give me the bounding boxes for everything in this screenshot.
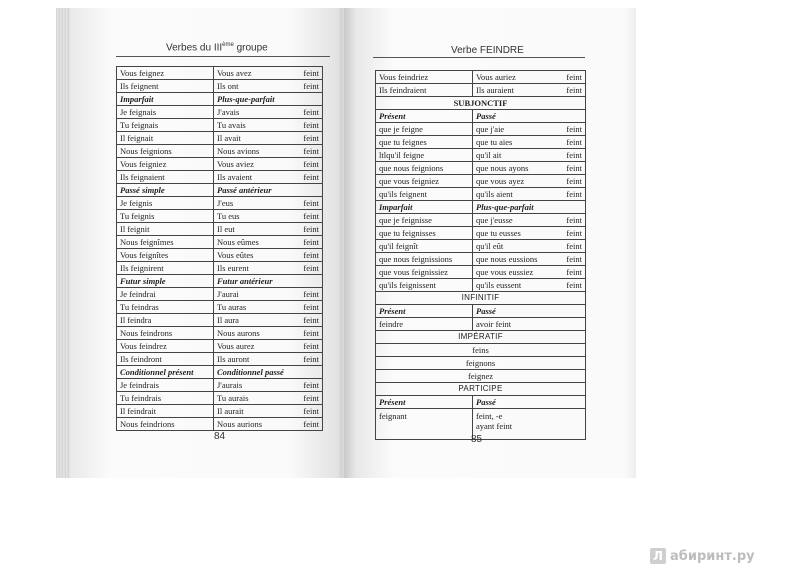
past-participle: feint — [566, 137, 582, 147]
conjugated-form: Vous feigniez — [117, 158, 214, 171]
conjugated-form: Tu feindrais — [117, 392, 214, 405]
tense-heading: Présent — [376, 110, 473, 123]
auxiliary: Conditionnel passé — [217, 367, 284, 377]
mood-heading: IMPÉRATIF — [376, 331, 586, 344]
table-row — [376, 266, 586, 279]
conjugated-form: Nous feignions — [117, 145, 214, 158]
conjugated-form: que tu feignisses — [376, 227, 473, 240]
conjugated-form: que nous feignissions — [376, 253, 473, 266]
tense-heading: Passé simple — [117, 184, 214, 197]
table-row — [117, 262, 323, 275]
conjugated-form: que vous feignissiez — [376, 266, 473, 279]
past-participle: feint — [566, 267, 582, 277]
past-participle: feint — [303, 315, 319, 325]
past-participle: feint — [303, 133, 319, 143]
compound-form — [473, 227, 586, 240]
auxiliary: que tu aies — [476, 137, 513, 147]
past-participle: feint — [303, 380, 319, 390]
auxiliary: Nous aurions — [217, 419, 263, 429]
tense-heading — [214, 366, 323, 379]
auxiliary: Vous aviez — [217, 159, 254, 169]
conjugated-form: Vous feignîtes — [117, 249, 214, 262]
tense-heading: Imparfait — [117, 93, 214, 106]
compound-form — [214, 158, 323, 171]
past-participle: feint — [303, 120, 319, 130]
auxiliary: Ils eurent — [217, 263, 249, 273]
table-row — [117, 275, 323, 288]
conjugated-form: Ils feignaient — [117, 171, 214, 184]
table-row — [376, 357, 586, 370]
past-participle: feint — [303, 81, 319, 91]
conjugated-form: Il feindrait — [117, 405, 214, 418]
tense-heading: Conditionnel présent — [117, 366, 214, 379]
table-row — [117, 327, 323, 340]
conjugated-form: que je feignisse — [376, 214, 473, 227]
compound-form — [473, 240, 586, 253]
table-row — [376, 253, 586, 266]
conjugated-form: Tu feindras — [117, 301, 214, 314]
table-row — [376, 318, 586, 331]
compound-form — [473, 253, 586, 266]
tense-heading — [214, 184, 323, 197]
table-row — [376, 240, 586, 253]
compound-form — [214, 288, 323, 301]
auxiliary: Plus-que-parfait — [217, 94, 275, 104]
past-participle: feint — [303, 393, 319, 403]
compound-form — [214, 262, 323, 275]
compound-form — [214, 392, 323, 405]
auxiliary: avoir feint — [476, 319, 512, 329]
auxiliary: Ils auraient — [476, 85, 514, 95]
mood-heading: INFINITIF — [376, 292, 586, 305]
conjugated-form: qu'ils feignent — [376, 188, 473, 201]
tense-heading: Imparfait — [376, 201, 473, 214]
compound-form — [214, 314, 323, 327]
past-participle: feint — [566, 72, 582, 82]
compound-form — [214, 210, 323, 223]
right-running-head: Verbe FEINDRE — [451, 45, 524, 56]
tense-heading: Présent — [376, 305, 473, 318]
past-participle: feint — [303, 172, 319, 182]
past-participle: feint — [303, 289, 319, 299]
compound-form — [473, 162, 586, 175]
auxiliary: Ils avaient — [217, 172, 253, 182]
auxiliary: J'eus — [217, 198, 234, 208]
conjugated-form: Il feignait — [117, 132, 214, 145]
conjugated-form: Vous feignez — [117, 67, 214, 80]
conjugated-form: que vous feigniez — [376, 175, 473, 188]
running-head-text: Verbes du III — [166, 42, 223, 54]
table-row — [117, 106, 323, 119]
compound-form — [214, 249, 323, 262]
past-participle: feint — [566, 85, 582, 95]
table-row — [376, 279, 586, 292]
auxiliary: que j'aie — [476, 124, 505, 134]
left-conjugation-table — [116, 66, 323, 431]
table-row — [117, 132, 323, 145]
past-participle: feint — [566, 163, 582, 173]
compound-form — [214, 379, 323, 392]
conjugated-form: Vous feindrez — [117, 340, 214, 353]
mood-heading: PARTICIPE — [376, 383, 586, 396]
imperative-form: feignons — [376, 357, 586, 370]
tense-heading — [214, 93, 323, 106]
auxiliary: Passé — [476, 111, 496, 121]
table-row — [117, 145, 323, 158]
table-row — [376, 201, 586, 214]
auxiliary: Tu auras — [217, 302, 247, 312]
compound-form — [473, 409, 586, 440]
table-row — [117, 67, 323, 80]
table-row — [117, 197, 323, 210]
auxiliary: que tu eusses — [476, 228, 521, 238]
compound-form — [214, 340, 323, 353]
compound-form — [473, 136, 586, 149]
conjugated-form: Je feindrai — [117, 288, 214, 301]
mood-heading: SUBJONCTIF — [376, 97, 586, 110]
past-participle: feint — [566, 254, 582, 264]
compound-form — [214, 327, 323, 340]
auxiliary: Nous avions — [217, 146, 260, 156]
conjugated-form: Tu feignis — [117, 210, 214, 223]
compound-form — [214, 67, 323, 80]
table-row — [117, 236, 323, 249]
running-head-tail: groupe — [233, 42, 268, 54]
tense-heading — [473, 305, 586, 318]
auxiliary: J'avais — [217, 107, 240, 117]
auxiliary: Passé antérieur — [217, 185, 272, 195]
past-participle: feint — [566, 228, 582, 238]
conjugated-form: Vous feindriez — [376, 71, 473, 84]
compound-form — [214, 223, 323, 236]
conjugated-form: que je feigne — [376, 123, 473, 136]
conjugated-form: qu'ils feignissent — [376, 279, 473, 292]
table-row — [117, 249, 323, 262]
table-row — [376, 344, 586, 357]
right-conjugation-table — [375, 70, 586, 440]
table-row — [117, 223, 323, 236]
participle-compound: ayant feint — [476, 421, 513, 431]
watermark-text: абиринт.ру — [670, 548, 755, 564]
auxiliary: qu'ils aient — [476, 189, 513, 199]
table-row — [376, 292, 586, 305]
auxiliary: que vous ayez — [476, 176, 525, 186]
conjugated-form: que tu feignes — [376, 136, 473, 149]
table-row — [117, 93, 323, 106]
tense-heading — [473, 110, 586, 123]
past-participle: feint — [566, 280, 582, 290]
tense-heading — [473, 201, 586, 214]
past-participle: feint — [303, 107, 319, 117]
compound-form — [214, 145, 323, 158]
past-participle: feint — [303, 250, 319, 260]
compound-form — [214, 418, 323, 431]
compound-form — [473, 188, 586, 201]
imperative-form: feignez — [376, 370, 586, 383]
page-edges — [56, 8, 70, 478]
table-row — [117, 184, 323, 197]
compound-form — [214, 80, 323, 93]
past-participle: feint — [303, 263, 319, 273]
table-row — [376, 97, 586, 110]
table-row — [117, 392, 323, 405]
table-row — [376, 227, 586, 240]
auxiliary: Il aurait — [217, 406, 244, 416]
compound-form — [473, 149, 586, 162]
auxiliary: Tu aurais — [217, 393, 249, 403]
past-participle: feint — [303, 419, 319, 429]
conjugated-form: Il feindra — [117, 314, 214, 327]
auxiliary: Il aura — [217, 315, 239, 325]
past-participle: feint — [566, 215, 582, 225]
running-head-superscript: ème — [222, 42, 234, 48]
imperative-form: feins — [376, 344, 586, 357]
participle-passe: feint, -e — [476, 411, 503, 421]
table-row — [376, 175, 586, 188]
past-participle: feint — [303, 406, 319, 416]
auxiliary: Il eut — [217, 224, 235, 234]
conjugated-form: Ils feignirent — [117, 262, 214, 275]
compound-form — [214, 197, 323, 210]
past-participle: feint — [566, 150, 582, 160]
conjugated-form: Tu feignais — [117, 119, 214, 132]
tense-heading: Futur simple — [117, 275, 214, 288]
compound-form — [214, 301, 323, 314]
table-row — [117, 158, 323, 171]
watermark-logo — [650, 548, 755, 564]
table-row — [117, 301, 323, 314]
auxiliary: Passé — [476, 306, 496, 316]
left-page-number: 84 — [214, 431, 226, 442]
compound-form — [473, 84, 586, 97]
auxiliary: J'aurais — [217, 380, 243, 390]
auxiliary: Vous eûtes — [217, 250, 254, 260]
auxiliary: qu'ils eussent — [476, 280, 522, 290]
auxiliary: Futur antérieur — [217, 276, 273, 286]
conjugated-form: Je feignais — [117, 106, 214, 119]
conjugated-form: Nous feindrons — [117, 327, 214, 340]
watermark-badge: Л — [650, 548, 666, 564]
conjugated-form: Ils feindront — [117, 353, 214, 366]
past-participle: feint — [303, 328, 319, 338]
compound-form — [214, 132, 323, 145]
compound-form — [214, 106, 323, 119]
conjugated-form: que nous feignions — [376, 162, 473, 175]
conjugated-form: Je feindrais — [117, 379, 214, 392]
auxiliary: Nous eûmes — [217, 237, 259, 247]
compound-form — [473, 71, 586, 84]
tense-heading — [214, 275, 323, 288]
table-row — [376, 305, 586, 318]
table-row — [117, 366, 323, 379]
compound-form — [214, 171, 323, 184]
past-participle: feint — [566, 189, 582, 199]
compound-form — [214, 236, 323, 249]
auxiliary: Vous auriez — [476, 72, 516, 82]
table-row — [376, 383, 586, 396]
table-row — [117, 314, 323, 327]
compound-form — [214, 405, 323, 418]
conjugated-form: Nous feindrions — [117, 418, 214, 431]
past-participle: feint — [303, 146, 319, 156]
auxiliary: qu'il ait — [476, 150, 502, 160]
table-row — [376, 149, 586, 162]
past-participle: feint — [303, 159, 319, 169]
conjugated-form: Ils feindraient — [376, 84, 473, 97]
compound-form — [214, 119, 323, 132]
past-participle: feint — [303, 198, 319, 208]
table-row — [376, 162, 586, 175]
conjugated-form: Nous feignîmes — [117, 236, 214, 249]
auxiliary: Passé — [476, 397, 496, 407]
auxiliary: Tu avais — [217, 120, 246, 130]
table-row — [376, 123, 586, 136]
left-running-head — [166, 42, 268, 53]
table-row — [117, 119, 323, 132]
table-row — [376, 136, 586, 149]
table-row — [376, 214, 586, 227]
table-row — [376, 370, 586, 383]
past-participle: feint — [303, 354, 319, 364]
table-row — [376, 396, 586, 409]
table-row — [117, 405, 323, 418]
right-head-rule — [373, 57, 585, 58]
compound-form — [214, 353, 323, 366]
auxiliary: Plus-que-parfait — [476, 202, 534, 212]
conjugated-form: Je feignis — [117, 197, 214, 210]
auxiliary: Il avait — [217, 133, 241, 143]
auxiliary: Vous avez — [217, 68, 252, 78]
auxiliary: J'aurai — [217, 289, 239, 299]
table-row — [376, 110, 586, 123]
conjugated-form: feindre — [376, 318, 473, 331]
past-participle: feint — [303, 224, 319, 234]
conjugated-form: Il feignit — [117, 223, 214, 236]
auxiliary: que j'eusse — [476, 215, 513, 225]
table-row — [117, 353, 323, 366]
table-row — [117, 418, 323, 431]
past-participle: feint — [303, 211, 319, 221]
auxiliary: Ils auront — [217, 354, 250, 364]
past-participle: feint — [303, 237, 319, 247]
auxiliary: Nous aurons — [217, 328, 260, 338]
compound-form — [473, 175, 586, 188]
tense-heading: Présent — [376, 396, 473, 409]
auxiliary: Ils ont — [217, 81, 239, 91]
auxiliary: qu'il eût — [476, 241, 504, 251]
table-row — [376, 71, 586, 84]
table-row — [117, 288, 323, 301]
compound-form — [473, 123, 586, 136]
table-row — [117, 80, 323, 93]
past-participle: feint — [303, 341, 319, 351]
past-participle: feint — [566, 124, 582, 134]
auxiliary: Vous aurez — [217, 341, 255, 351]
auxiliary: que vous eussiez — [476, 267, 534, 277]
past-participle: feint — [566, 241, 582, 251]
past-participle: feint — [303, 68, 319, 78]
compound-form — [473, 266, 586, 279]
conjugated-form: qu'il feignît — [376, 240, 473, 253]
tense-heading — [473, 396, 586, 409]
table-row — [117, 340, 323, 353]
right-page-number: 85 — [471, 434, 483, 445]
compound-form — [473, 214, 586, 227]
left-head-rule — [116, 56, 330, 57]
auxiliary: que nous eussions — [476, 254, 538, 264]
past-participle: feint — [566, 176, 582, 186]
conjugated-form: ltlqu'il feigne — [376, 149, 473, 162]
table-row — [117, 171, 323, 184]
past-participle: feint — [303, 302, 319, 312]
table-row — [376, 188, 586, 201]
compound-form — [473, 318, 586, 331]
conjugated-form: feignant — [376, 409, 473, 440]
table-row — [117, 210, 323, 223]
conjugated-form: Ils feignent — [117, 80, 214, 93]
auxiliary: Tu eus — [217, 211, 240, 221]
table-row — [117, 379, 323, 392]
compound-form — [473, 279, 586, 292]
table-row — [376, 84, 586, 97]
auxiliary: que nous ayons — [476, 163, 529, 173]
table-row — [376, 331, 586, 344]
